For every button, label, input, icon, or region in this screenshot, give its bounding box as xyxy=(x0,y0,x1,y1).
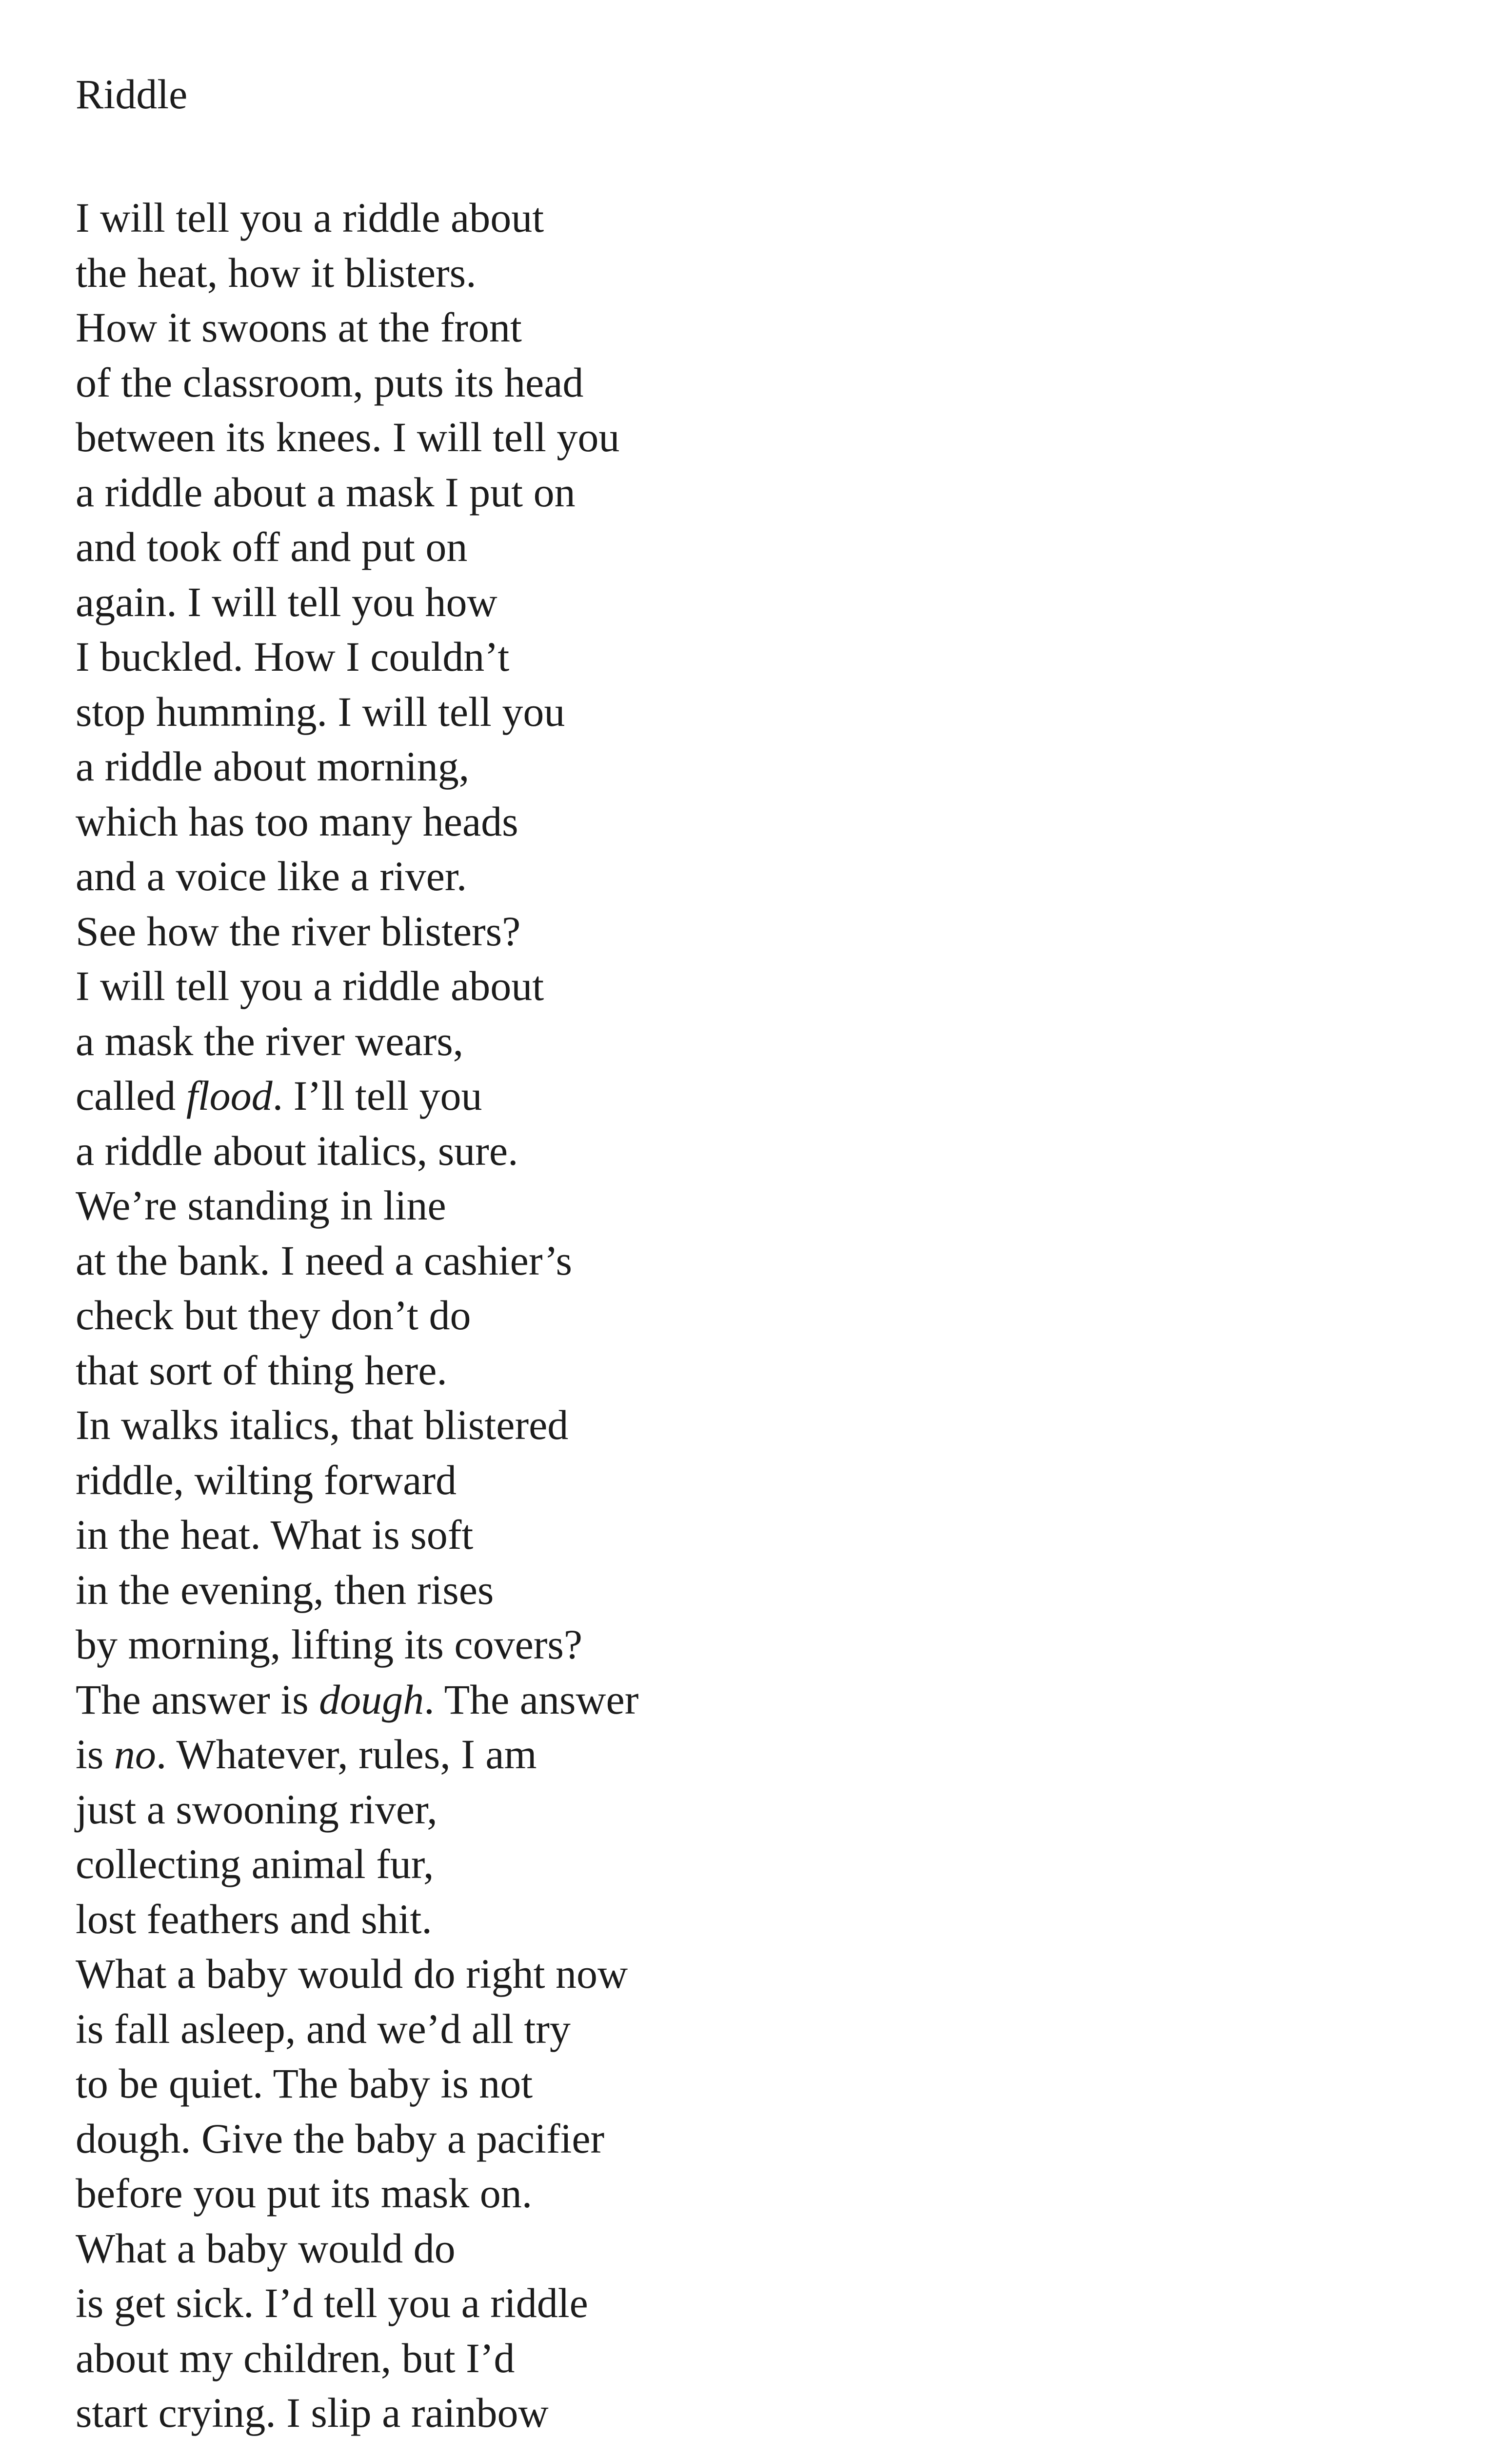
poem-line xyxy=(76,2111,723,2166)
poem-line xyxy=(76,2056,723,2111)
poem-line xyxy=(76,904,723,959)
line-text: and a voice like a river. xyxy=(76,853,467,900)
line-text: I buckled. How I couldn’t xyxy=(76,633,510,680)
poem-line xyxy=(76,465,723,520)
line-text: by morning, lifting its covers? xyxy=(76,1621,583,1668)
line-text: in the heat. What is soft xyxy=(76,1511,474,1558)
poem-line xyxy=(76,520,723,575)
line-text: What a baby would do right now xyxy=(76,1950,628,1997)
poem-line xyxy=(76,2166,723,2221)
poem-line xyxy=(76,1617,723,1672)
line-text: of the classroom, puts its head xyxy=(76,359,584,406)
line-text: called xyxy=(76,1072,186,1119)
line-text: just a swooning river, xyxy=(76,1785,438,1833)
poem-line xyxy=(76,1233,723,1288)
poem-line xyxy=(76,1178,723,1233)
line-text: to be quiet. The baby is not xyxy=(76,2060,533,2107)
poem-line xyxy=(76,2001,723,2057)
line-text: the heat, how it blisters. xyxy=(76,249,477,296)
poem-line xyxy=(76,575,723,630)
poem-line xyxy=(76,245,723,300)
line-text: again. I will tell you how xyxy=(76,578,497,625)
poem-line xyxy=(76,2385,723,2439)
poem-line xyxy=(76,1068,723,1123)
poem-line xyxy=(76,794,723,849)
line-text: stop humming. I will tell you xyxy=(76,688,565,735)
line-text: The answer is xyxy=(76,1676,319,1723)
poem-line xyxy=(76,1892,723,1947)
poem-line xyxy=(76,739,723,794)
poem-line xyxy=(76,849,723,904)
line-text: at the bank. I need a cashier’s xyxy=(76,1237,573,1284)
line-text: before you put its mask on. xyxy=(76,2170,533,2217)
line-text: and took off and put on xyxy=(76,523,468,570)
poem-line xyxy=(76,1946,723,2001)
poem-line xyxy=(76,1507,723,1562)
poem-line xyxy=(76,410,723,465)
italic-text: dough xyxy=(319,1676,424,1723)
poem-line xyxy=(76,190,723,245)
poem-line xyxy=(76,1398,723,1453)
line-text: See how the river blisters? xyxy=(76,907,521,955)
line-text: that sort of thing here. xyxy=(76,1346,447,1394)
poem-line xyxy=(76,2276,723,2331)
line-text: I will tell you a riddle about xyxy=(76,962,544,1009)
line-text: riddle, wilting forward xyxy=(76,1456,457,1503)
poem-line xyxy=(76,355,723,410)
line-text: collecting animal fur, xyxy=(76,1840,434,1887)
line-text: in the evening, then rises xyxy=(76,1566,494,1613)
line-text: a riddle about morning, xyxy=(76,743,470,790)
poem-line xyxy=(76,1288,723,1343)
line-text: dough. Give the baby a pacifier xyxy=(76,2115,605,2162)
line-text: is xyxy=(76,1731,114,1778)
poem-body xyxy=(76,190,723,2439)
poem-line xyxy=(76,684,723,740)
italic-text: no xyxy=(114,1731,156,1778)
poem-line xyxy=(76,1782,723,1837)
line-text: about my children, but I’d xyxy=(76,2334,515,2381)
line-text: is fall asleep, and we’d all try xyxy=(76,2005,571,2052)
line-text: How it swoons at the front xyxy=(76,304,522,351)
poem-line xyxy=(76,1672,723,1727)
poem-line xyxy=(76,1837,723,1892)
line-text: . Whatever, rules, I am xyxy=(156,1731,537,1778)
line-text: is get sick. I’d tell you a riddle xyxy=(76,2279,588,2326)
line-text: In walks italics, that blistered xyxy=(76,1401,569,1448)
line-text: I will tell you a riddle about xyxy=(76,194,544,241)
poem-line xyxy=(76,300,723,355)
line-text: . The answer xyxy=(424,1676,639,1723)
line-text: which has too many heads xyxy=(76,798,518,845)
line-text: start crying. I slip a rainbow xyxy=(76,2389,549,2436)
poem-line xyxy=(76,2221,723,2276)
line-text: . I’ll tell you xyxy=(272,1072,482,1119)
poem-line xyxy=(76,1727,723,1782)
line-text: between its knees. I will tell you xyxy=(76,414,620,460)
poem-line xyxy=(76,1343,723,1398)
line-text: What a baby would do xyxy=(76,2224,456,2272)
line-text: lost feathers and shit. xyxy=(76,1895,432,1942)
poem-line xyxy=(76,629,723,684)
line-text: check but they don’t do xyxy=(76,1292,471,1339)
line-text: a riddle about a mask I put on xyxy=(76,468,576,516)
poem-line xyxy=(76,1453,723,1508)
poem-line xyxy=(76,1562,723,1618)
poem-title: Riddle xyxy=(76,71,188,118)
line-text: a mask the river wears, xyxy=(76,1017,464,1064)
italic-text: flood xyxy=(186,1072,273,1119)
poem-line xyxy=(76,1014,723,1069)
poem-line xyxy=(76,1123,723,1179)
poem-line xyxy=(76,2331,723,2386)
line-text: a riddle about italics, sure. xyxy=(76,1127,518,1174)
poem-line xyxy=(76,959,723,1014)
line-text: We’re standing in line xyxy=(76,1182,446,1229)
